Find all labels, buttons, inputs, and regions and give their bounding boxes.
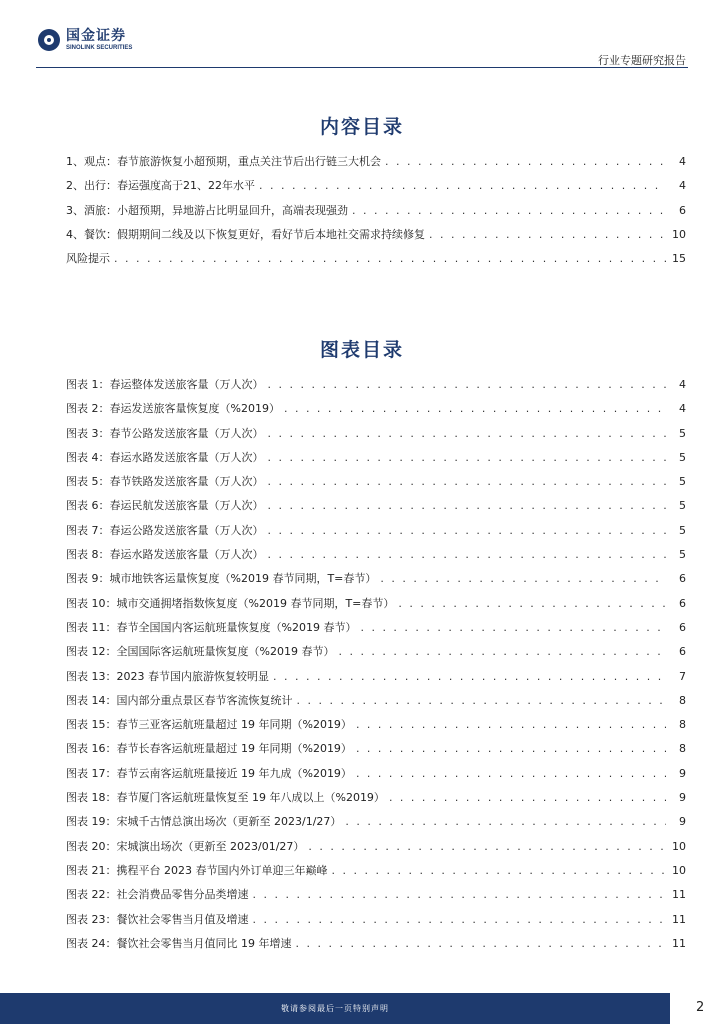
- figure-entry[interactable]: [66, 619, 686, 643]
- footer-notice: 敬请参阅最后一页特别声明: [281, 1004, 389, 1013]
- entry-title: 2023 春节国内旅游恢复较明显: [116, 669, 269, 683]
- page-number: 2: [696, 1000, 705, 1015]
- figure-label: 图表 17：: [66, 766, 117, 780]
- entry-page-number: 15: [672, 252, 686, 266]
- entry-title: 社会消费品零售分品类增速: [116, 888, 249, 902]
- entry-page-number: 6: [679, 572, 686, 586]
- entry-title: 春运公路发送旅客量（万人次）: [109, 523, 264, 537]
- dot-leader: [308, 840, 666, 853]
- figure-label: 图表 9：: [66, 572, 110, 586]
- figure-label: 图表 19：: [66, 815, 117, 829]
- dot-leader: [268, 548, 667, 561]
- dot-leader: [284, 402, 666, 415]
- entry-page-number: 8: [679, 742, 686, 756]
- entry-title: 全国国际客运航班量恢复度（%2019 春节）: [116, 645, 335, 659]
- entry-page-number: 8: [679, 693, 686, 707]
- entry-title: 春运整体发送旅客量（万人次）: [109, 378, 264, 391]
- entry-page-number: 6: [679, 620, 686, 634]
- figure-label: 图表 7：: [66, 523, 110, 537]
- figure-label: 图表 23：: [66, 912, 117, 926]
- figure-entry[interactable]: [66, 546, 686, 570]
- entry-title: 春节三亚客运航班量超过 19 年同期（%2019）: [116, 718, 352, 732]
- dot-leader: [253, 888, 667, 901]
- dot-leader: [389, 791, 666, 804]
- entry-title: 3、酒旅：小超预期，异地游占比明显回升，高端表现强劲: [66, 203, 348, 217]
- figure-entry[interactable]: [66, 838, 686, 862]
- figure-entry[interactable]: [66, 400, 686, 424]
- figure-label: 图表 13：: [66, 669, 117, 683]
- entry-title: 4、餐饮：假期期间二线及以下恢复更好，看好节后本地社交需求持续修复: [66, 227, 425, 241]
- dot-leader: [345, 815, 666, 828]
- contents-entry[interactable]: [66, 153, 686, 177]
- entry-page-number: 9: [679, 815, 686, 829]
- figures-list: [66, 376, 686, 959]
- entry-page-number: 10: [672, 227, 686, 241]
- report-type: 行业专题研究报告: [598, 54, 686, 67]
- dot-leader: [352, 204, 666, 217]
- dot-leader: [268, 451, 667, 464]
- entry-title: 餐饮社会零售当月值同比 19 年增速: [116, 936, 292, 950]
- entry-title: 城市地铁客运量恢复度（%2019 春节同期，T=春节）: [109, 572, 377, 586]
- figure-entry[interactable]: [66, 886, 686, 910]
- entry-title: 2、出行：春运强度高于21、22年水平: [66, 179, 255, 193]
- dot-leader: [114, 252, 666, 265]
- dot-leader: [332, 864, 667, 877]
- dot-leader: [380, 572, 666, 585]
- dot-leader: [297, 694, 667, 707]
- entry-title: 风险提示: [66, 252, 110, 266]
- logo-chinese-name: 国金证券: [66, 28, 126, 44]
- figure-entry[interactable]: [66, 570, 686, 594]
- logo-english-name: SINOLINK SECURITIES: [66, 45, 133, 51]
- figure-entry[interactable]: [66, 668, 686, 692]
- entry-title: 春运水路发送旅客量（万人次）: [109, 548, 264, 562]
- entry-page-number: 4: [679, 402, 686, 416]
- entry-title: 春运民航发送旅客量（万人次）: [109, 499, 264, 513]
- entry-page-number: 5: [679, 523, 686, 537]
- figure-entry[interactable]: [66, 522, 686, 546]
- figure-label: 图表 12：: [66, 645, 117, 659]
- page-header: [0, 0, 724, 70]
- entry-page-number: 4: [679, 155, 686, 168]
- header-divider: [36, 67, 688, 68]
- contents-entry[interactable]: [66, 226, 686, 250]
- dot-leader: [356, 742, 666, 755]
- dot-leader: [268, 499, 667, 512]
- dot-leader: [273, 670, 666, 683]
- figure-label: 图表 14：: [66, 693, 117, 707]
- figure-label: 图表 15：: [66, 718, 117, 732]
- figure-label: 图表 20：: [66, 839, 117, 853]
- figure-entry[interactable]: [66, 473, 686, 497]
- figure-entry[interactable]: [66, 765, 686, 789]
- entry-page-number: 4: [679, 378, 686, 391]
- entry-page-number: 9: [679, 766, 686, 780]
- entry-title: 春节云南客运航班量接近 19 年九成（%2019）: [116, 766, 352, 780]
- figure-label: 图表 3：: [66, 426, 110, 440]
- figure-entry[interactable]: [66, 813, 686, 837]
- figure-entry[interactable]: [66, 716, 686, 740]
- figure-label: 图表 21：: [66, 863, 117, 877]
- figure-label: 图表 22：: [66, 888, 117, 902]
- dot-leader: [338, 645, 666, 658]
- company-logo: [38, 29, 132, 51]
- entry-page-number: 4: [679, 179, 686, 193]
- figure-entry[interactable]: [66, 449, 686, 473]
- entry-page-number: 6: [679, 596, 686, 610]
- figure-entry[interactable]: [66, 425, 686, 449]
- entry-title: 春节厦门客运航班量恢复至 19 年八成以上（%2019）: [116, 791, 385, 805]
- entry-page-number: 11: [672, 888, 686, 902]
- dot-leader: [268, 475, 667, 488]
- figure-label: 图表 4：: [66, 450, 110, 464]
- entry-title: 餐饮社会零售当月值及增速: [116, 912, 249, 926]
- entry-title: 宋城演出场次（更新至 2023/01/27）: [116, 839, 305, 853]
- figure-entry[interactable]: [66, 789, 686, 813]
- figure-entry[interactable]: [66, 740, 686, 764]
- entry-title: 城市交通拥堵指数恢复度（%2019 春节同期，T=春节）: [116, 596, 395, 610]
- figure-entry[interactable]: [66, 692, 686, 716]
- dot-leader: [385, 155, 666, 168]
- entry-page-number: 5: [679, 548, 686, 562]
- dot-leader: [429, 228, 666, 241]
- entry-page-number: 8: [679, 718, 686, 732]
- entry-page-number: 10: [672, 863, 686, 877]
- entry-page-number: 5: [679, 426, 686, 440]
- entry-title: 1、观点：春节旅游恢复小超预期，重点关注节后出行链三大机会: [66, 155, 381, 168]
- figure-entry[interactable]: [66, 862, 686, 886]
- dot-leader: [356, 718, 666, 731]
- figure-label: 图表 6：: [66, 499, 110, 513]
- entry-title: 春节公路发送旅客量（万人次）: [109, 426, 264, 440]
- figure-entry[interactable]: [66, 643, 686, 667]
- figure-label: 图表 10：: [66, 596, 117, 610]
- figure-entry[interactable]: [66, 497, 686, 521]
- entry-page-number: 10: [672, 839, 686, 853]
- figure-label: 图表 8：: [66, 548, 110, 562]
- contents-entry[interactable]: [66, 202, 686, 226]
- entry-page-number: 5: [679, 499, 686, 513]
- dot-leader: [268, 524, 667, 537]
- figure-entry[interactable]: [66, 595, 686, 619]
- logo-icon: [38, 29, 60, 51]
- entry-title: 春节全国国内客运航班量恢复度（%2019 春节）: [116, 620, 357, 634]
- dot-leader: [356, 767, 666, 780]
- figure-label: 图表 24：: [66, 936, 117, 950]
- entry-title: 春运发送旅客量恢复度（%2019）: [109, 402, 280, 416]
- entry-title: 春运水路发送旅客量（万人次）: [109, 450, 264, 464]
- dot-leader: [398, 597, 666, 610]
- figure-entry[interactable]: [66, 935, 686, 959]
- entry-page-number: 11: [672, 936, 686, 950]
- entry-title: 国内部分重点景区春节客流恢复统计: [116, 693, 293, 707]
- entry-page-number: 6: [679, 645, 686, 659]
- entry-title: 携程平台 2023 春节国内外订单迎三年巅峰: [116, 863, 328, 877]
- figure-entry[interactable]: [66, 911, 686, 935]
- dot-leader: [259, 179, 666, 192]
- dot-leader: [253, 913, 667, 926]
- contents-list: [66, 153, 686, 274]
- entry-page-number: 5: [679, 450, 686, 464]
- contents-entry[interactable]: [66, 177, 686, 201]
- figure-label: 图表 5：: [66, 475, 110, 489]
- entry-title: 春节铁路发送旅客量（万人次）: [109, 475, 264, 489]
- figure-label: 图表 1：: [66, 378, 110, 391]
- entry-page-number: 6: [679, 203, 686, 217]
- entry-page-number: 9: [679, 791, 686, 805]
- figure-label: 图表 18：: [66, 791, 117, 805]
- dot-leader: [360, 621, 666, 634]
- dot-leader: [268, 378, 667, 391]
- entry-title: 宋城千古情总演出场次（更新至 2023/1/27）: [116, 815, 342, 829]
- figure-label: 图表 16：: [66, 742, 117, 756]
- entry-page-number: 5: [679, 475, 686, 489]
- contents-title: 内容目录: [319, 116, 404, 138]
- entry-page-number: 7: [679, 669, 686, 683]
- dot-leader: [268, 427, 667, 440]
- figure-label: 图表 11：: [66, 620, 117, 634]
- contents-entry[interactable]: [66, 250, 686, 274]
- entry-title: 春节长春客运航班量超过 19 年同期（%2019）: [116, 742, 352, 756]
- figure-entry[interactable]: [66, 376, 686, 400]
- entry-page-number: 11: [672, 912, 686, 926]
- figure-label: 图表 2：: [66, 402, 110, 416]
- figures-title: 图表目录: [319, 339, 404, 361]
- dot-leader: [296, 937, 667, 950]
